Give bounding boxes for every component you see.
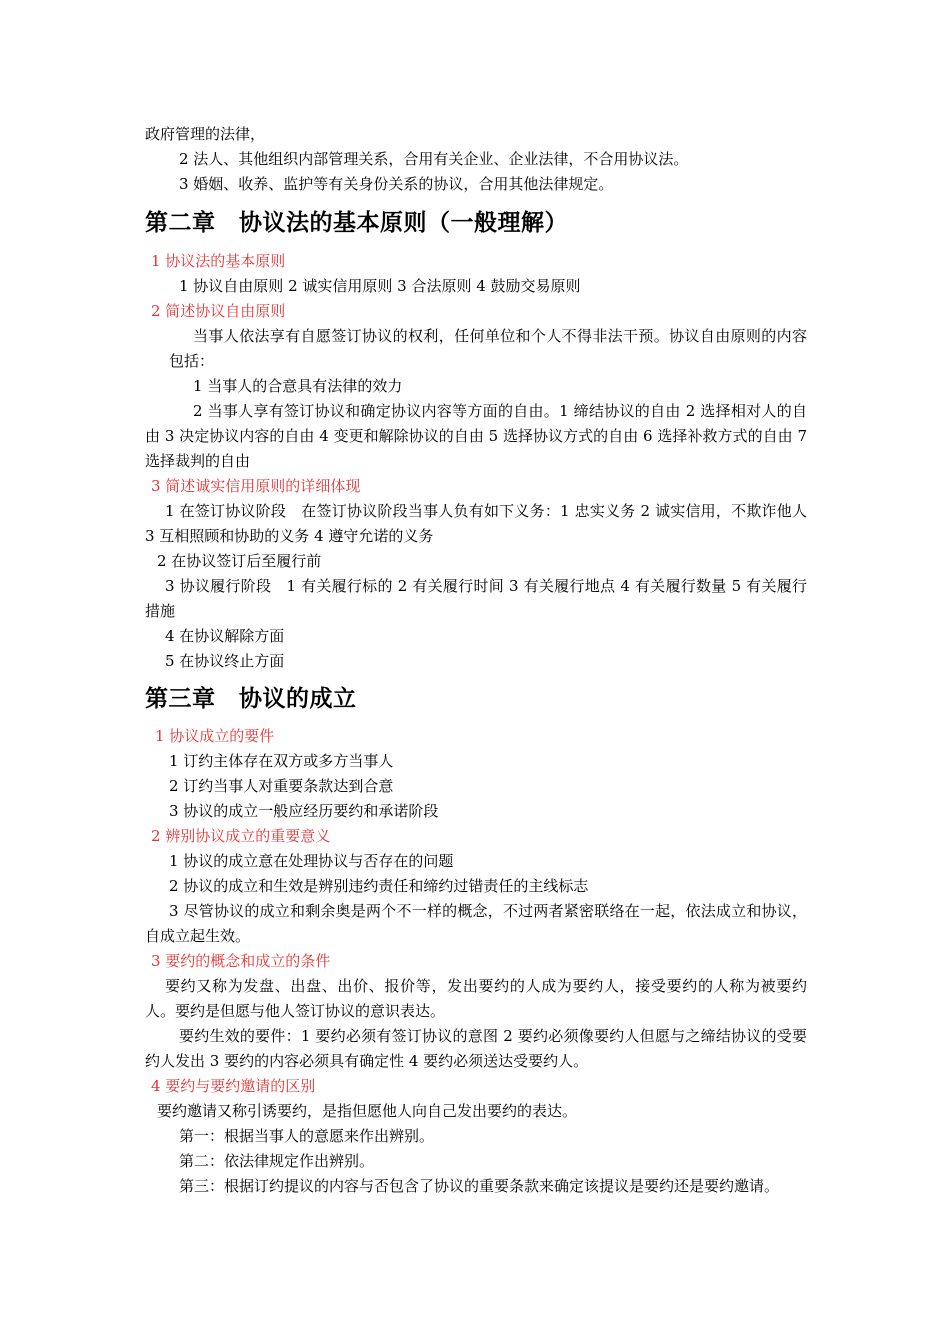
body-line: 1 协议自由原则 2 诚实信用原则 3 合法原则 4 鼓励交易原则 xyxy=(179,277,581,295)
section-heading: 1 协议法的基本原则 xyxy=(151,252,286,270)
body-paragraph: 当事人依法享有自愿签订协议的权利，任何单位和个人不得非法干预。协议自由原则的内容包括： xyxy=(169,327,807,370)
body-line: 1 当事人的合意具有法律的效力 xyxy=(193,377,403,395)
body-line: 3 婚姻、收养、监护等有关身份关系的协议，合用其他法律规定。 xyxy=(179,175,614,193)
body-paragraph: 要约生效的要件：1 要约必须有签订协议的意图 2 要约必须像要约人但愿与之缔结协议的受要约人发出 3 要约的内容必须具有确定性 4 要约必须送达受要约人。 xyxy=(145,1027,807,1070)
section-heading: 1 协议成立的要件 xyxy=(155,727,275,745)
section-heading: 3 简述诚实信用原则的详细体现 xyxy=(151,477,361,495)
body-line: 第一：根据当事人的意愿来作出辨别。 xyxy=(179,1127,435,1145)
body-paragraph: 要约又称为发盘、出盘、出价、报价等，发出要约的人成为要约人，接受要约的人称为被要约人。要约是但愿与他人签订协议的意识表达。 xyxy=(145,977,807,1020)
body-paragraph: 3 尽管协议的成立和剩余奥是两个不一样的概念，不过两者紧密联络在一起，依法成立和协议，自成立起生效。 xyxy=(145,902,807,945)
body-line: 2 订约当事人对重要条款达到合意 xyxy=(169,777,394,795)
body-line: 2 在协议签订后至履行前 xyxy=(157,552,322,570)
section-heading: 2 简述协议自由原则 xyxy=(151,302,286,320)
chapter-heading-2: 第二章 协议法的基本原则（一般理解） xyxy=(145,210,568,236)
body-line: 政府管理的法律， xyxy=(145,125,266,143)
body-line: 2 协议的成立和生效是辨别违约责任和缔约过错责任的主线标志 xyxy=(169,877,589,895)
body-line: 第二：依法律规定作出辨别。 xyxy=(179,1152,375,1170)
body-paragraph: 1 在签订协议阶段 在签订协议阶段当事人负有如下义务：1 忠实义务 2 诚实信用，不欺诈他人 3 互相照顾和协助的义务 4 遵守允诺的义务 xyxy=(145,502,807,545)
body-line: 要约邀请又称引诱要约，是指但愿他人向自己发出要约的表达。 xyxy=(157,1102,578,1120)
body-line: 3 协议的成立一般应经历要约和承诺阶段 xyxy=(169,802,439,820)
document-page xyxy=(145,122,807,1199)
body-line: 2 法人、其他组织内部管理关系，合用有关企业、企业法律，不合用协议法。 xyxy=(179,150,689,168)
section-heading: 2 辨别协议成立的重要意义 xyxy=(151,827,331,845)
chapter-heading-3: 第三章 协议的成立 xyxy=(145,686,357,712)
body-line: 1 订约主体存在双方或多方当事人 xyxy=(169,752,394,770)
section-heading: 3 要约的概念和成立的条件 xyxy=(151,952,331,970)
body-paragraph: 3 协议履行阶段 1 有关履行标的 2 有关履行时间 3 有关履行地点 4 有关履行数量 5 有关履行措施 xyxy=(145,577,807,620)
body-line: 1 协议的成立意在处理协议与否存在的问题 xyxy=(169,852,454,870)
section-heading: 4 要约与要约邀请的区别 xyxy=(151,1077,316,1095)
body-paragraph: 第三：根据订约提议的内容与否包含了协议的重要条款来确定该提议是要约还是要约邀请。 xyxy=(179,1177,780,1195)
body-line: 5 在协议终止方面 xyxy=(165,652,285,670)
body-paragraph: 2 当事人享有签订协议和确定协议内容等方面的自由。1 缔结协议的自由 2 选择相对人的自由 3 决定协议内容的自由 4 变更和解除协议的自由 5 选择协议方式的自由 6 选择补救方式的自由 7 选择裁判的自由 xyxy=(145,402,807,470)
body-line: 4 在协议解除方面 xyxy=(165,627,285,645)
